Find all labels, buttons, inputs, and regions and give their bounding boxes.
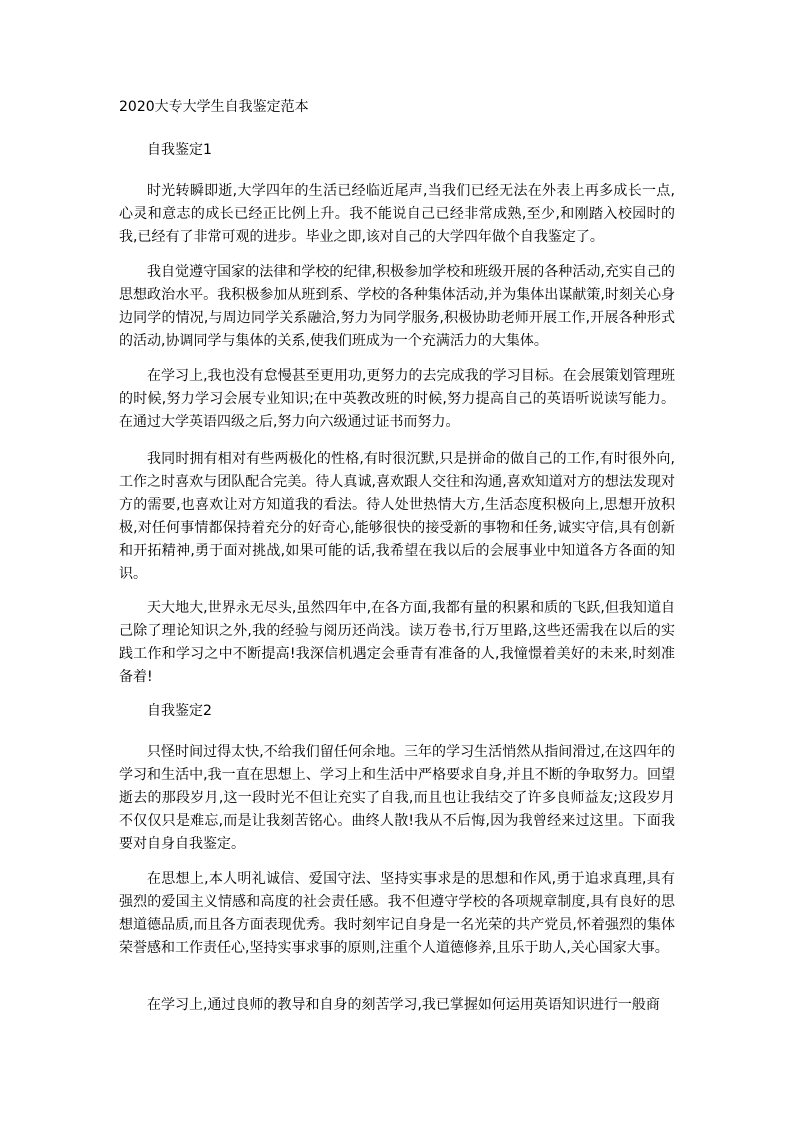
paragraph: 我同时拥有相对有些两极化的性格,有时很沉默,只是拼命的做自己的工作,有时很外向,工作之时喜欢与团队配合完美。待人真诚,喜欢跟人交往和沟通,喜欢知道对方的想法发现对方的需要,也喜欢让对方知道我的看法。待人处世热情大方,生活态度积极向上,思想开放积极,对任何事情都保持着充分的好奇心,能够很快的接受新的事物和任务,诚实守信,具有创新和开拓精神,勇于面对挑战,如果可能的话,我希望在我以后的会展事业中知道各方各面的知识。: [119, 451, 675, 582]
paragraph: 时光转瞬即逝,大学四年的生活已经临近尾声,当我们已经无法在外表上再多成长一点,心灵和意志的成长已经正比例上升。我不能说自己已经非常成熟,至少,和刚踏入校园时的我,已经有了非常可观的进步。毕业之即,该对自己的大学四年做个自我鉴定了。: [119, 183, 675, 245]
paragraph: 在思想上,本人明礼诚信、爱国守法、坚持实事求是的思想和作风,勇于追求真理,具有强烈的爱国主义情感和高度的社会责任感。我不但遵守学校的各项规章制度,具有良好的思想道德品质,而且各方面表现优秀。我时刻牢记自身是一名光荣的共产党员,怀着强烈的集体荣誉感和工作责任心,坚持实事求事的原则,注重个人道德修养,且乐于助人,关心国家大事。: [119, 871, 675, 956]
paragraph: 天大地大,世界永无尽头,虽然四年中,在各方面,我都有量的积累和质的飞跃,但我知道自己除了理论知识之外,我的经验与阅历还尚浅。读万卷书,行万里路,这些还需我在以后的实践工作和学习之中不断提高!我深信机遇定会垂青有准备的人,我憧憬着美好的未来,时刻准备着!: [119, 600, 675, 685]
paragraph: 在学习上,我也没有怠慢甚至更用功,更努力的去完成我的学习目标。在会展策划管理班的时候,努力学习会展专业知识;在中英教改班的时候,努力提高自己的英语听说读写能力。在通过大学英语四级之后,努力向六级通过证书而努力。: [119, 368, 675, 430]
paragraph: 我自觉遵守国家的法律和学校的纪律,积极参加学校和班级开展的各种活动,充实自己的思想政治水平。我积极参加从班到系、学校的各种集体活动,并为集体出谋献策,时刻关心身边同学的情况,与周边同学关系融洽,努力为同学服务,积极协助老师开展工作,开展各种形式的活动,协调同学与集体的关系,使我们班成为一个充满活力的大集体。: [119, 264, 675, 349]
document-title: 2020大专大学生自我鉴定范本: [119, 99, 309, 115]
paragraph: 只怪时间过得太快,不给我们留任何余地。三年的学习生活悄然从指间滑过,在这四年的学习和生活中,我一直在思想上、学习上和生活中严格要求自身,并且不断的争取努力。回望逝去的那段岁月,这一段时光不但让充实了自我,而且也让我结交了许多良师益友;这段岁月不仅仅只是难忘,而是让我刻苦铭心。曲终人散!我从不后悔,因为我曾经来过这里。下面我要对自身自我鉴定。: [119, 744, 675, 852]
section-heading-1: 自我鉴定1: [147, 142, 212, 158]
paragraph: 在学习上,通过良师的教导和自身的刻苦学习,我已掌握如何运用英语知识进行一般商: [147, 997, 660, 1013]
section-heading-2: 自我鉴定2: [147, 703, 212, 719]
